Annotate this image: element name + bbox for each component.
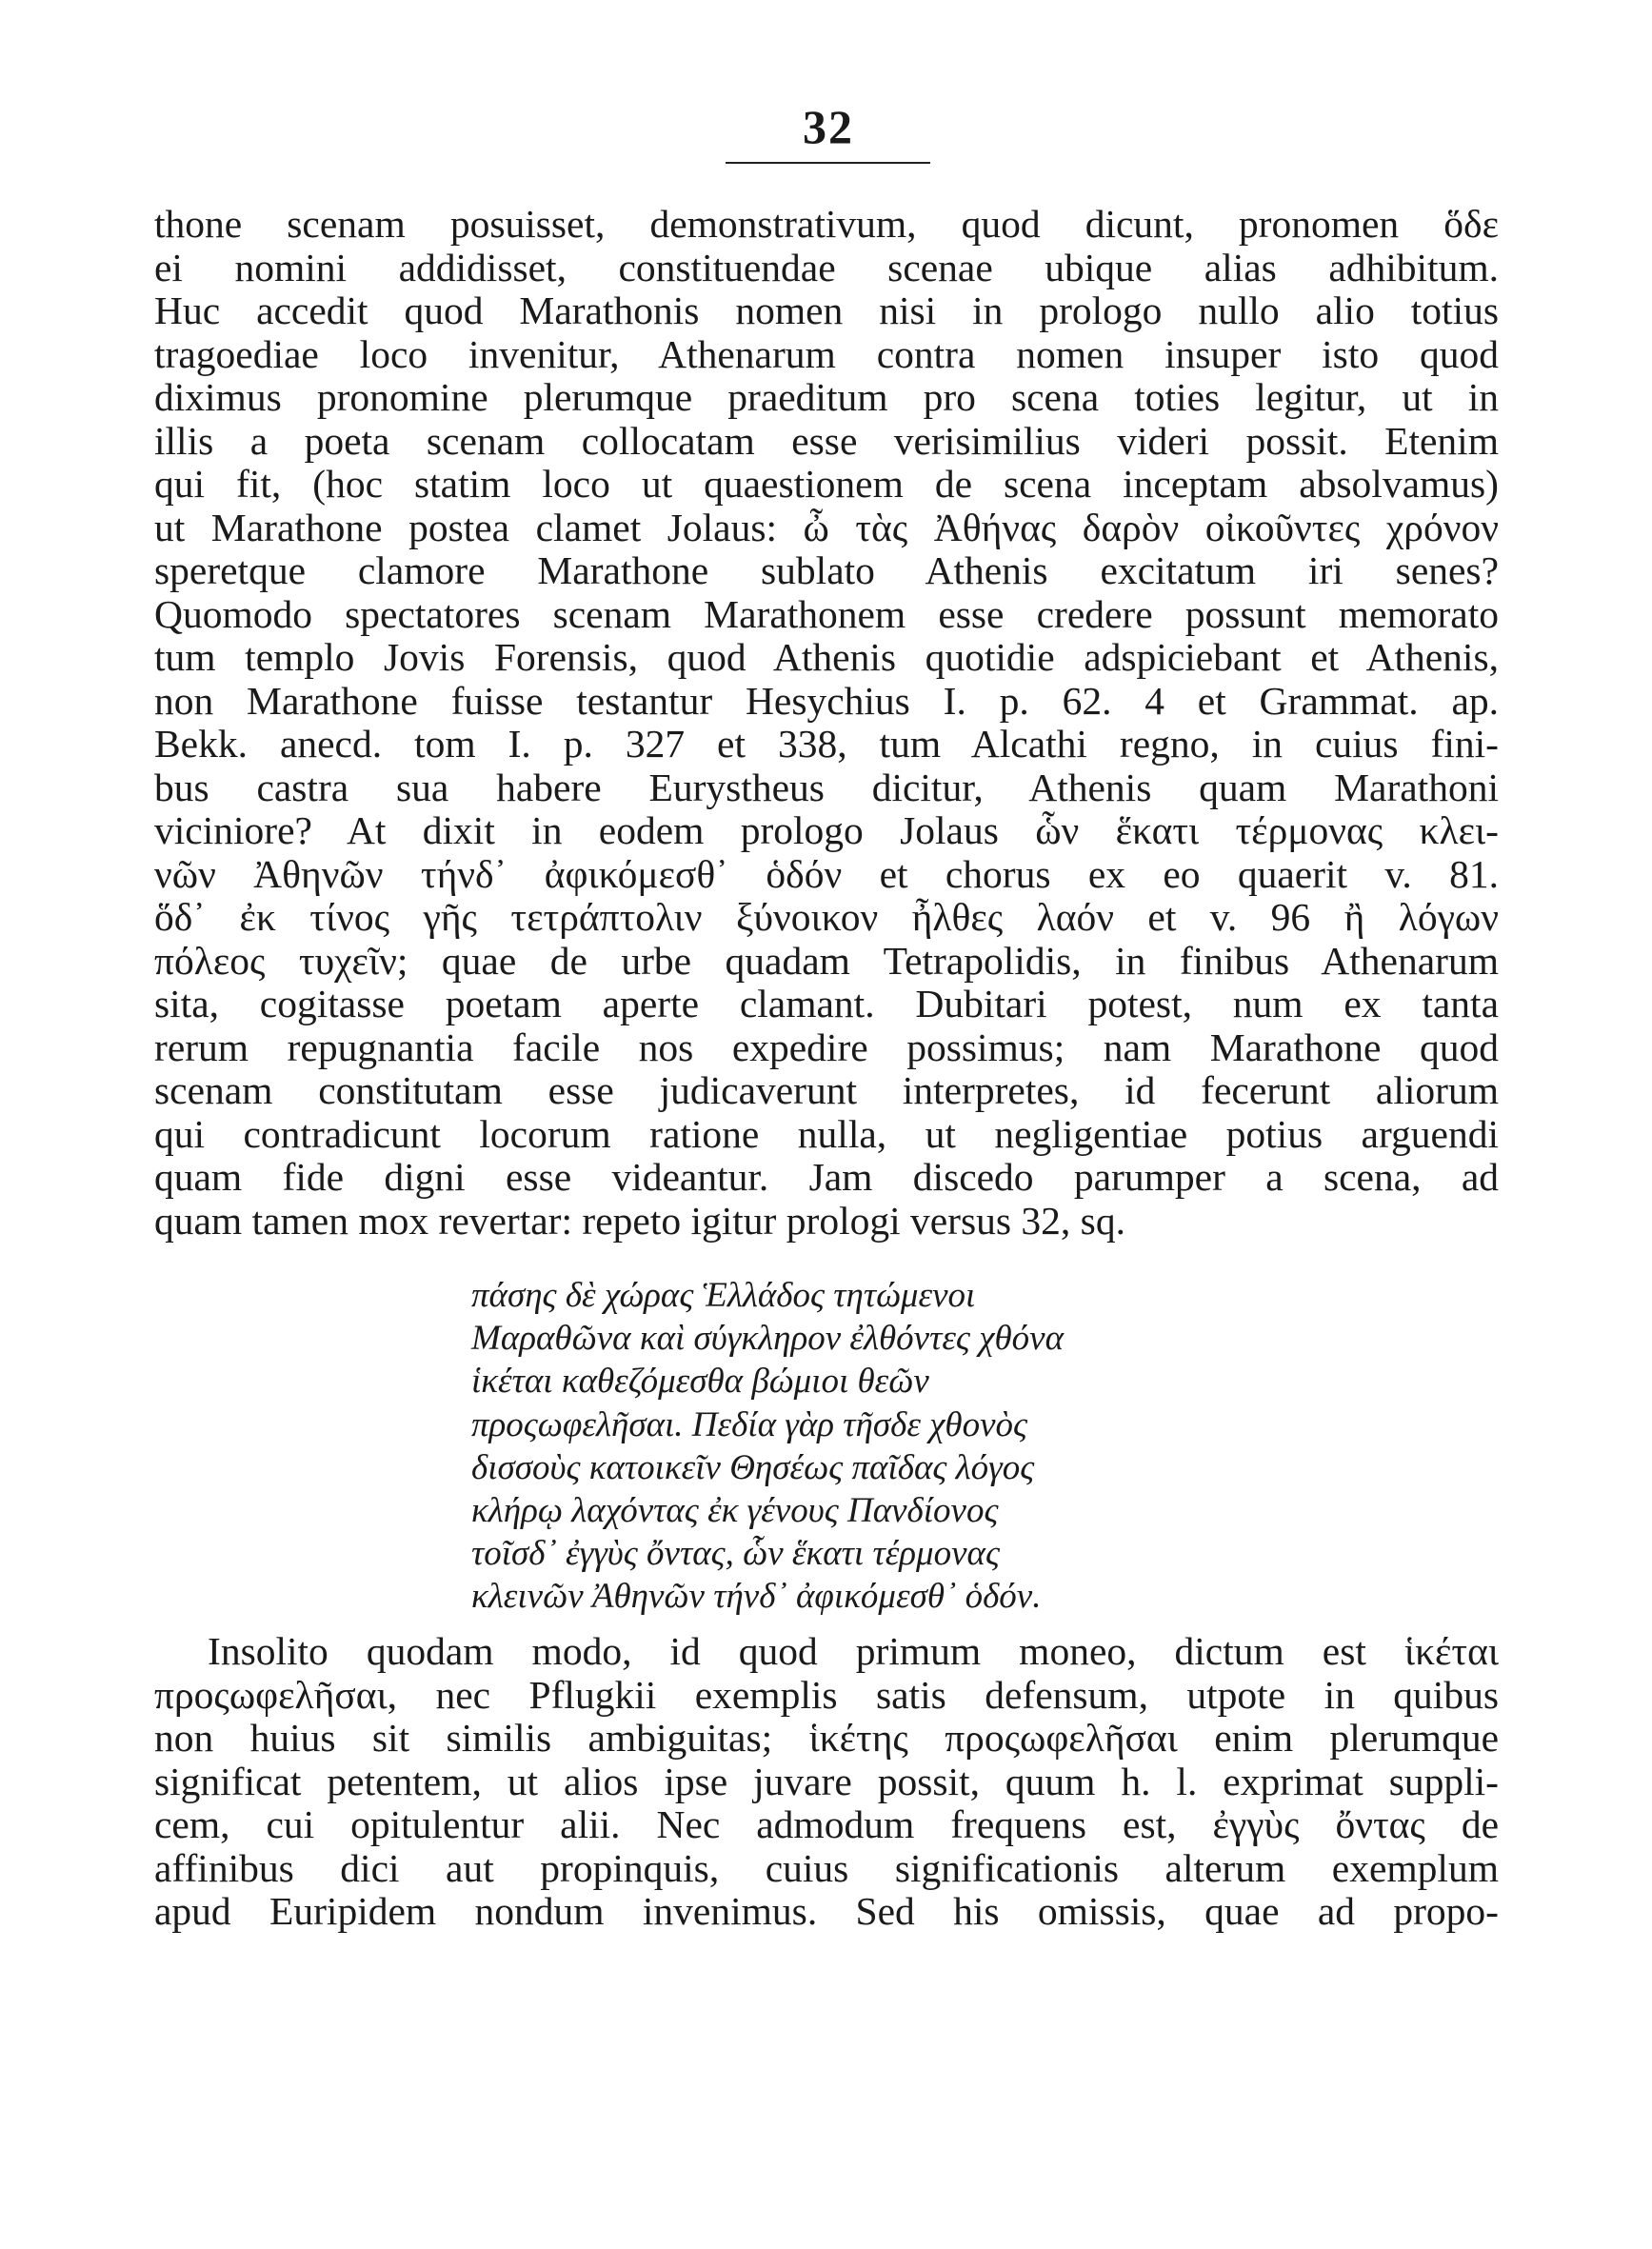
text-line: Insolito quodam modo, id quod primum moneo, dictum est ἱκέται bbox=[208, 1629, 1499, 1673]
text-line: Quomodo spectatores scenam Marathonem esse credere possunt memorato bbox=[154, 591, 1499, 636]
text-line: ὅδ᾽ ἐκ τίνος γῆς τετράπτολιν ξύνοικον ἦλθες λαόν et v. 96 ἢ λόγων bbox=[154, 895, 1499, 939]
text-line: tragoediae loco invenitur, Athenarum contra nomen insuper isto quod bbox=[154, 331, 1499, 376]
verse-line: δισσοὺς κατοικεῖν Θησέως παῖδας λόγος bbox=[471, 1447, 1035, 1487]
text-line: sita, cogitasse poetam aperte clamant. Dubitari potest, num ex tanta bbox=[154, 982, 1499, 1025]
text-line: quam fide digni esse videantur. Jam discedo parumper a scena, ad bbox=[154, 1155, 1499, 1199]
verse-line: προςωφελῆσαι. Πεδία γὰρ τῆσδε χθονὸς bbox=[471, 1404, 1028, 1444]
text-line: diximus pronomine plerumque praeditum pro scena toties legitur, ut in bbox=[154, 375, 1499, 419]
text-line: significat petentem, ut alios ipse juvare possit, quum h. l. exprimat suppli- bbox=[154, 1759, 1499, 1803]
text-line: ei nomini addidisset, constituendae scenae ubique alias adhibitum. bbox=[154, 245, 1499, 289]
verse-line: πάσης δὲ χώρας Ἑλλάδος τητώμενοι bbox=[471, 1276, 976, 1315]
text-line: apud Euripidem nondum invenimus. Sed his omissis, quae ad propo- bbox=[154, 1889, 1499, 1933]
verse-line: κλεινῶν Ἀθηνῶν τήνδ᾽ ἀφικόμεσθ᾽ ὁδόν. bbox=[471, 1577, 1042, 1617]
text-line: bus castra sua habere Eurystheus dicitur, Athenis quam Marathoni bbox=[154, 765, 1499, 809]
header-rule bbox=[726, 162, 930, 164]
text-line: speretque clamore Marathone sublato Athenis excitatum iri senes? bbox=[154, 548, 1499, 592]
verse-quotation bbox=[471, 1274, 1328, 1619]
verse-line: τοῖσδ᾽ ἐγγὺς ὄντας, ὧν ἕκατι τέρμονας bbox=[471, 1534, 1000, 1574]
text-line: affinibus dici aut propinquis, cuius significationis alterum exemplum bbox=[154, 1845, 1499, 1890]
text-line: cem, cui opitulentur alii. Nec admodum frequens est, ἐγγὺς ὄντας de bbox=[154, 1802, 1499, 1846]
text-line: rerum repugnantia facile nos expedire possimus; nam Marathone quod bbox=[154, 1025, 1499, 1069]
text-line: προςωφελῆσαι, nec Pflugkii exemplis satis defensum, utpote in quibus bbox=[154, 1672, 1499, 1717]
text-line: qui fit, (hoc statim loco ut quaestionem de scena inceptam absolvamus) bbox=[154, 462, 1499, 506]
text-line: non Marathone fuisse testantur Hesychius I. p. 62. 4 et Grammat. ap. bbox=[154, 678, 1499, 723]
text-line: tum templo Jovis Forensis, quod Athenis quotidie adspiciebant et Athenis, bbox=[154, 635, 1499, 679]
text-line: ut Marathone postea clamet Jolaus: ὦ τὰς Ἀθήνας δαρὸν οἰκοῦντες χρόνον bbox=[154, 505, 1499, 549]
text-line: qui contradicunt locorum ratione nulla, ut negligentiae potius arguendi bbox=[154, 1111, 1499, 1156]
verse-line: κλήρῳ λαχόντας ἐκ γένους Πανδίονος bbox=[471, 1491, 999, 1531]
text-line: thone scenam posuisset, demonstrativum, quod dicunt, pronomen ὅδε bbox=[154, 202, 1499, 246]
paragraph-2 bbox=[154, 1630, 1499, 1934]
text-line: viciniore? At dixit in eodem prologo Jolaus ὧν ἕκατι τέρμονας κλει- bbox=[154, 808, 1499, 852]
verse-line: Μαραθῶνα καὶ σύγκληρον ἐλθόντες χθόνα bbox=[471, 1319, 1064, 1359]
text-line: quam tamen mox revertar: repeto igitur prologi versus 32, sq. bbox=[154, 1198, 1125, 1243]
page-number: 32 bbox=[803, 100, 854, 153]
text-line: Bekk. anecd. tom I. p. 327 et 338, tum Alcathi regno, in cuius fini- bbox=[154, 722, 1499, 766]
paragraph-1 bbox=[154, 203, 1499, 1243]
verse-line: ἱκέται καθεζόμεσθα βώμιοι θεῶν bbox=[471, 1362, 929, 1402]
text-line: πόλεος τυχεῖν; quae de urbe quadam Tetrapolidis, in finibus Athenarum bbox=[154, 938, 1499, 983]
text-line: non huius sit similis ambiguitas; ἱκέτης προςωφελῆσαι enim plerumque bbox=[154, 1716, 1499, 1760]
text-line: νῶν Ἀθηνῶν τήνδ᾽ ἀφικόμεσθ᾽ ὁδόν et chorus ex eo quaerit v. 81. bbox=[154, 851, 1499, 896]
text-line: scenam constitutam esse judicaverunt interpretes, id fecerunt aliorum bbox=[154, 1068, 1499, 1112]
text-line: illis a poeta scenam collocatam esse verisimilius videri possit. Etenim bbox=[154, 418, 1499, 463]
text-line: Huc accedit quod Marathonis nomen nisi in prologo nullo alio totius bbox=[154, 289, 1499, 332]
